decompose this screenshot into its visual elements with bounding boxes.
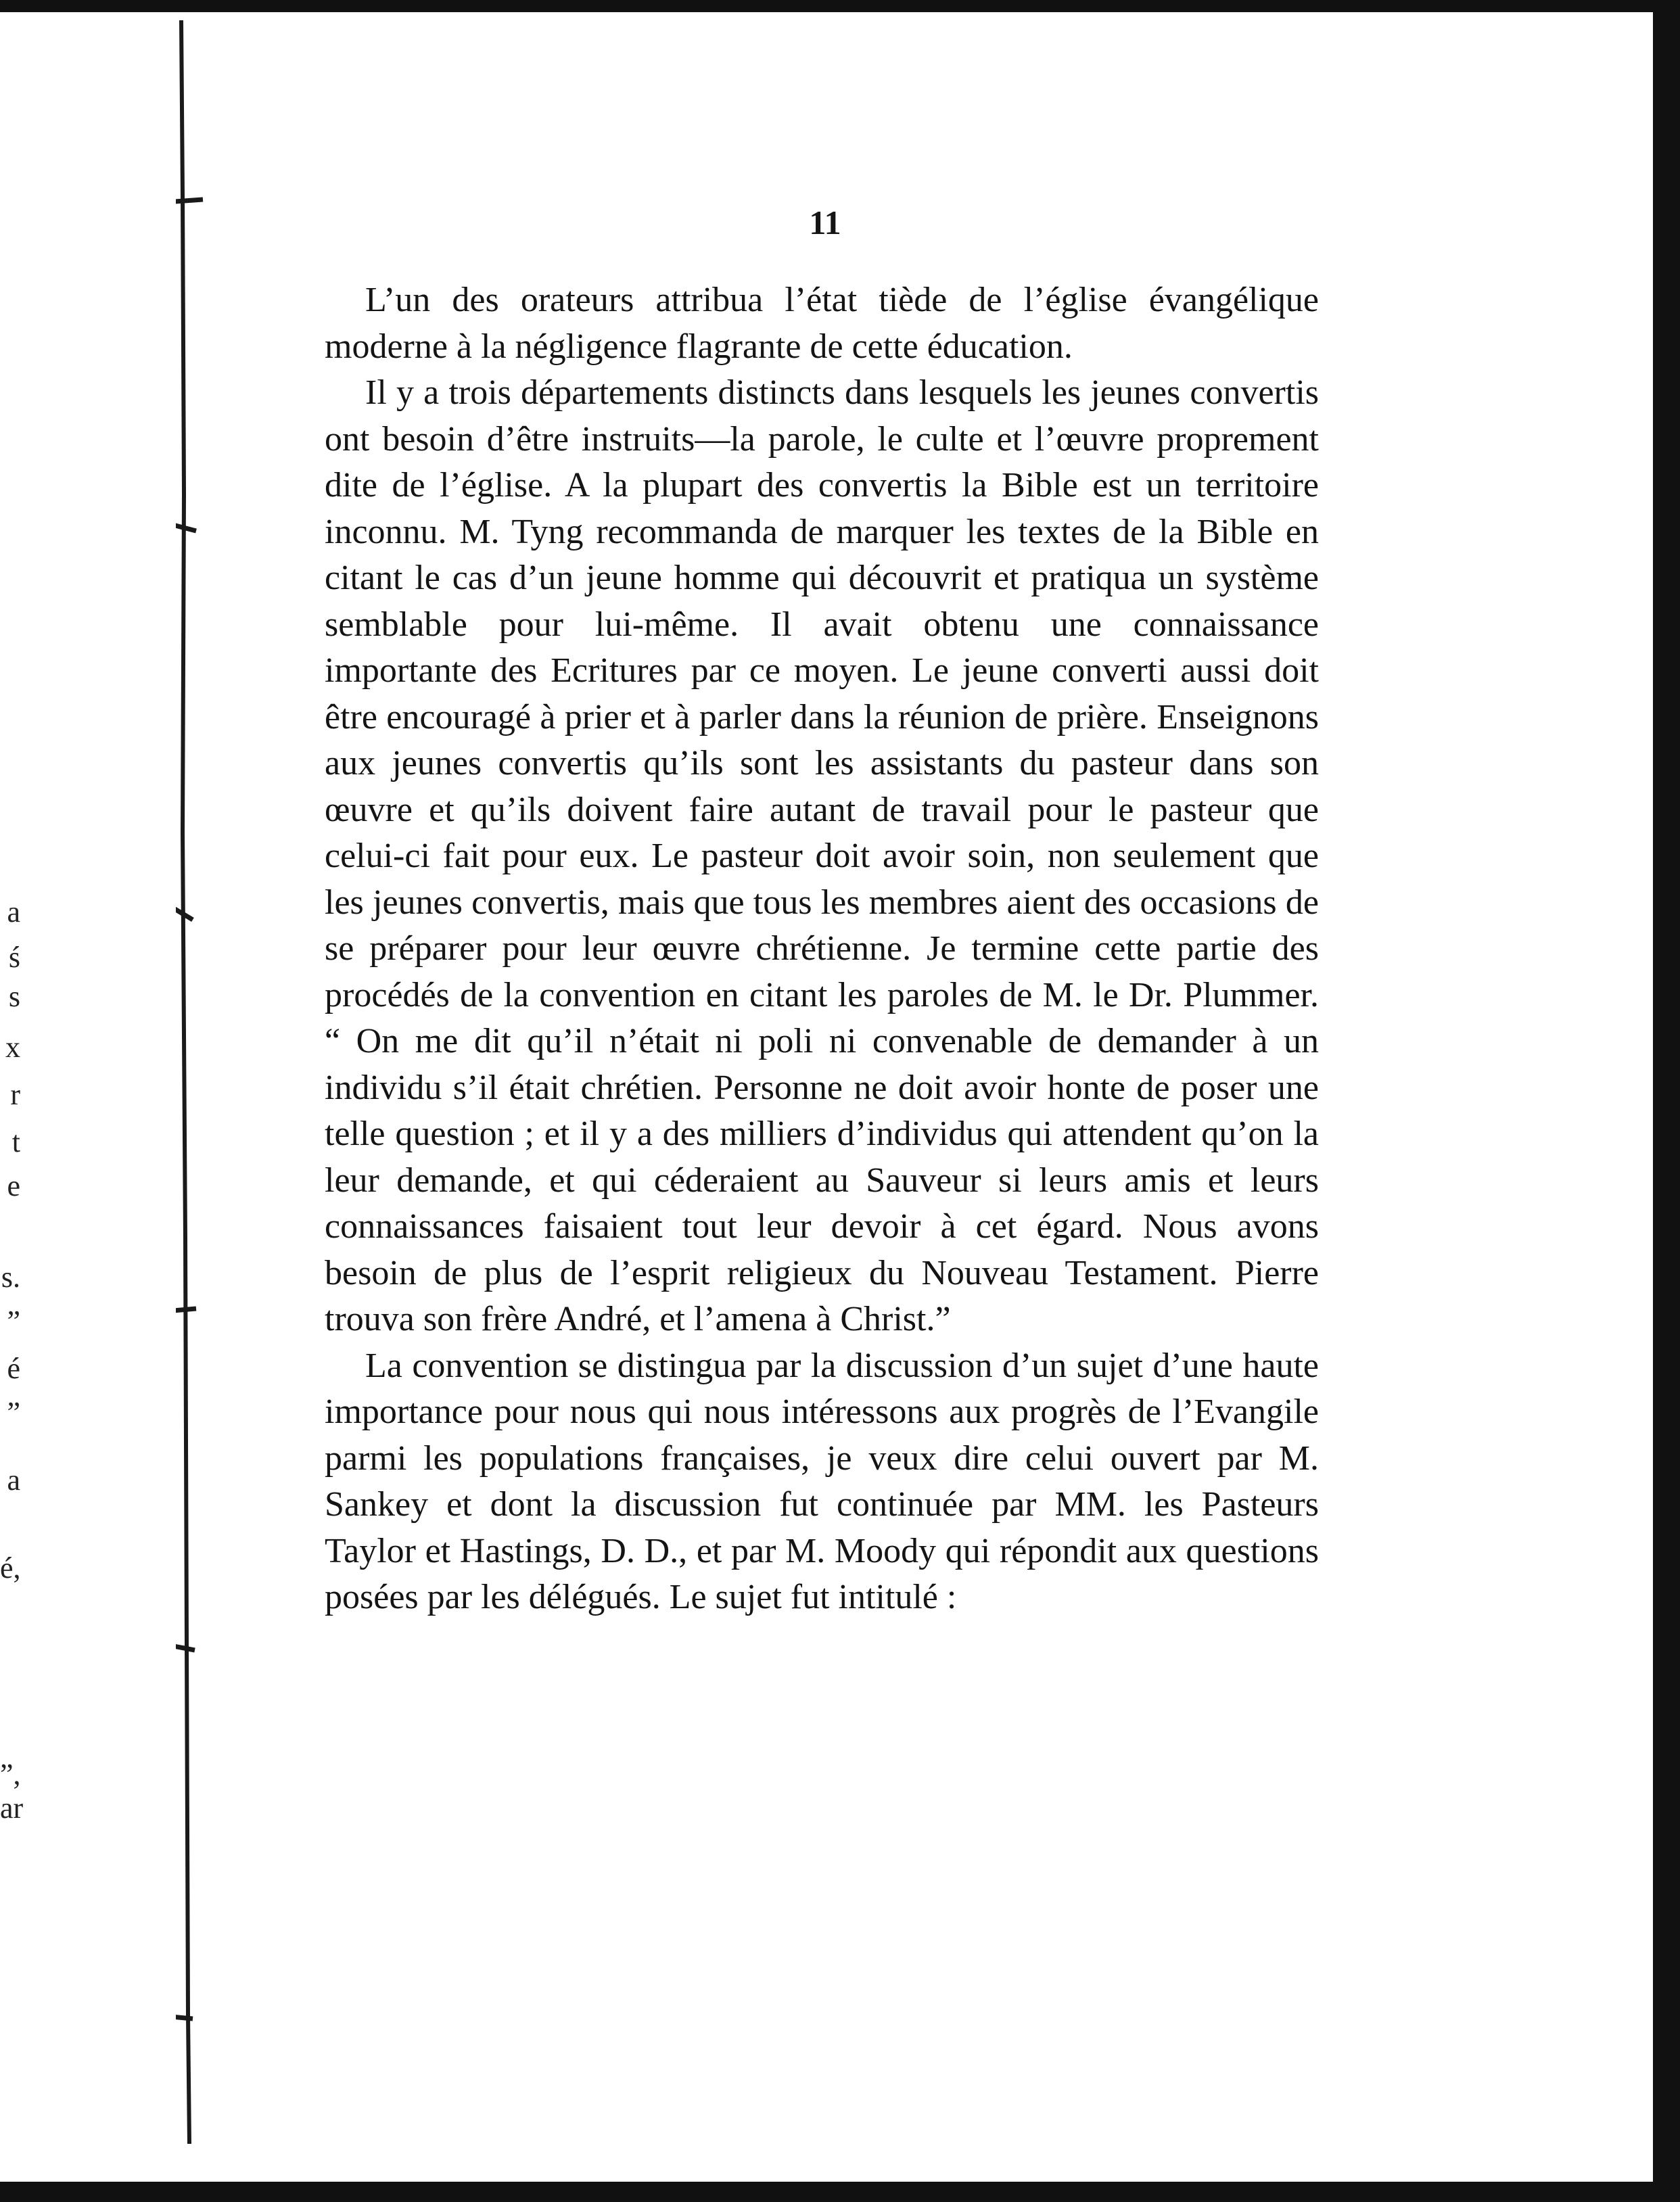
facing-page-fragment: r [10,1078,20,1111]
binding-thread [176,20,183,2171]
scan-border-right [1653,0,1680,2202]
facing-page-fragment: ” [7,1305,20,1338]
facing-page-fragment: é [7,1352,20,1385]
binding-thread-graphic [176,20,216,2171]
facing-page-fragment: t [11,1125,20,1158]
page-body [325,277,1319,1621]
facing-page-fragment: s [8,980,20,1013]
facing-page-fragment: s. [1,1261,20,1294]
facing-page-fragment: x [5,1031,20,1064]
facing-page-fragment: e [7,1169,20,1202]
paragraph: La convention se distingua par la discussion d’un sujet d’une haute importance pour nous qui nous intéressons aux progrès de l’Evangile parmi les populations françaises, je veux dire celui ouvert par M. Sankey et dont la discussion fut continuée par MM. les Pasteurs Taylor et Hastings, D. D., et par M. Moody qui répondit aux questions posées par les délégués. Le sujet fut intitulé : [325,1346,1319,1616]
facing-page-fragment: ś [8,941,20,974]
facing-page-fragment: ar [0,1791,24,1825]
facing-page-fragment: ”, [0,1758,21,1791]
facing-page-fragment: a [7,895,20,929]
facing-page-fragment: ” [7,1396,20,1429]
paragraph: Il y a trois départements distincts dans lesquels les jeunes convertis ont besoin d’être instruits—la parole, le culte et l’œuvre proprement dite de l’église. A la plupart des convertis la Bible est un territoire inconnu. M. Tyng recommanda de marquer les textes de la Bible en citant le cas d’un jeune homme qui découvrit et pratiqua un système semblable pour lui-même. Il avait obtenu une connaissance importante des Ecritures par ce moyen. Le jeune converti aussi doit être encouragé à prier et à parler dans la réunion de prière. Enseignons aux jeunes convertis qu’ils sont les assistants du pasteur dans son œuvre et qu’ils doivent faire autant de travail pour le pasteur que celui-ci fait pour eux. Le pasteur doit avoir soin, non seulement que les jeunes convertis, mais que tous les membres aient des occasions de se préparer pour leur œuvre chrétienne. Je termine cette partie des procédés de la convention en citant les paroles de M. le Dr. Plummer. “ On me dit qu’il n’était ni poli ni convenable de demander à un individu s’il était chrétien. Personne ne doit avoir honte de poser une telle question ; et il y a des milliers d’individus qui attendent qu’on la leur demande, et qui céderaient au Sauveur si leurs amis et leurs connaissances faisaient tout leur devoir à cet égard. Nous avons besoin de plus de l’esprit religieux du Nouveau Testament. Pierre trouva son frère André, et l’amena à Christ.” [325,373,1319,1338]
scan-border-top [0,0,1680,12]
page-number: 11 [809,204,841,241]
facing-page-fragment: é, [0,1551,21,1585]
facing-page-fragment: a [7,1463,20,1497]
facing-page-margin [0,12,176,2182]
scan-border-bottom [0,2182,1680,2202]
paragraph: L’un des orateurs attribua l’état tiède de l’église évangélique moderne à la négligence flagrante de cette éducation. [325,281,1319,366]
